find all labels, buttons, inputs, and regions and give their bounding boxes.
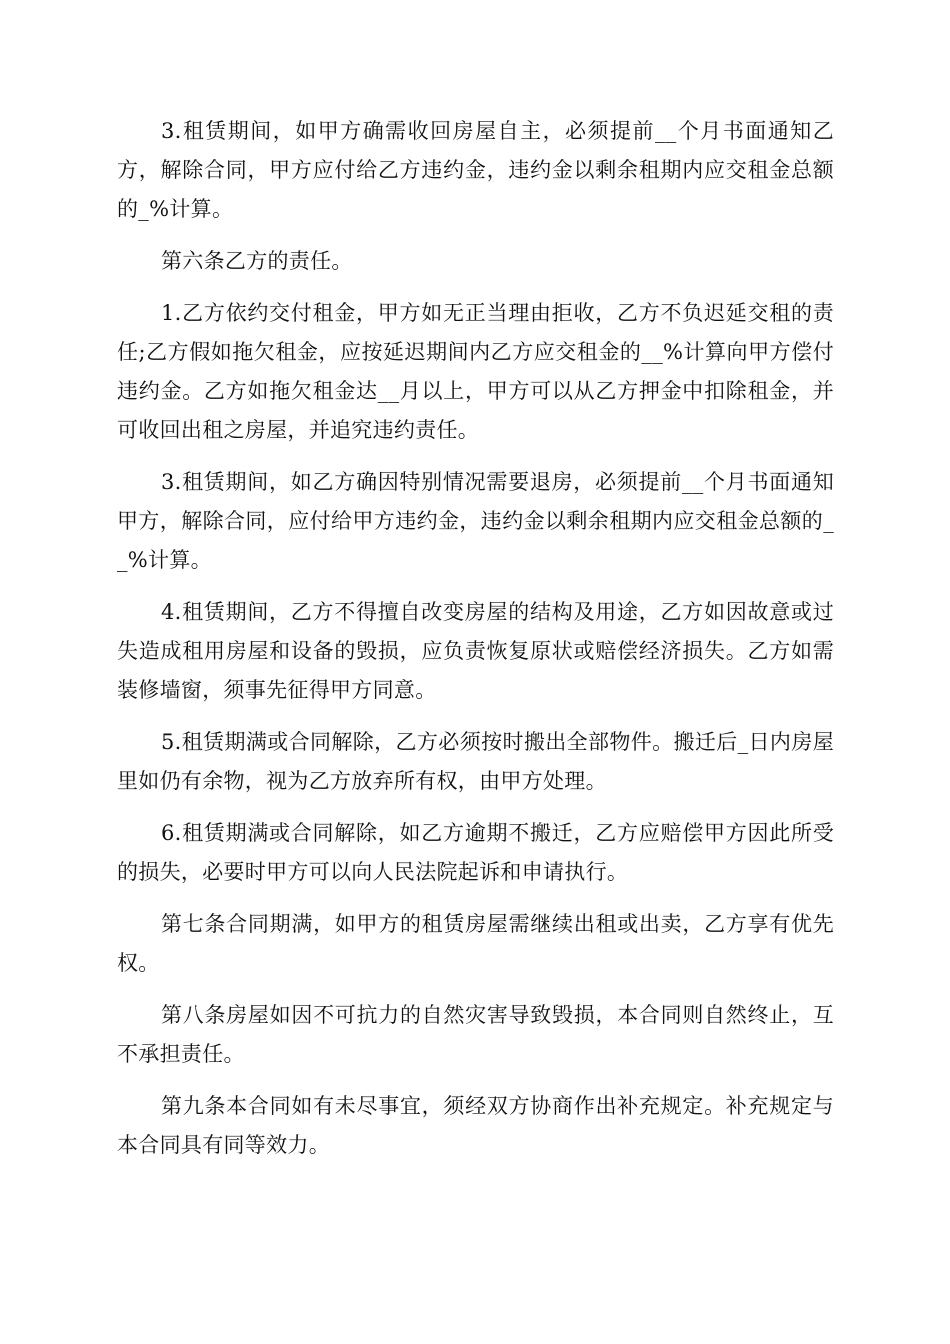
clause-6-3-paragraph: 3.租赁期间，如乙方确因特别情况需要退房，必须提前__个月书面通知甲方，解除合同，应付给甲方违约金，违约金以剩余租期内应交租金总额的__%计算。 xyxy=(117,470,834,572)
clause-5-3-paragraph: 3.租赁期间，如甲方确需收回房屋自主，必须提前__个月书面通知乙方，解除合同，甲方应付给乙方违约金，违约金以剩余租期内应交租金总额的_%计算。 xyxy=(117,119,834,221)
article-9-paragraph: 第九条本合同如有未尽事宜，须经双方协商作出补充规定。补充规定与本合同具有同等效力。 xyxy=(117,1094,834,1157)
article-6-heading: 第六条乙方的责任。 xyxy=(161,249,353,273)
clause-6-6-paragraph: 6.租赁期满或合同解除，如乙方逾期不搬迁，乙方应赔偿甲方因此所受的损失，必要时甲方可以向人民法院起诉和申请执行。 xyxy=(117,821,834,884)
clause-6-1-paragraph: 1.乙方依约交付租金，甲方如无正当理由拒收，乙方不负迟延交租的责任;乙方假如拖欠租金，应按延迟期间内乙方应交租金的__%计算向甲方偿付违约金。乙方如拖欠租金达__月以上，甲方可以从乙方押金中扣除租金，并可收回出租之房屋，并追究违约责任。 xyxy=(117,301,834,442)
article-7-paragraph: 第七条合同期满，如甲方的租赁房屋需继续出租或出卖，乙方享有优先权。 xyxy=(117,912,834,975)
clause-6-5-paragraph: 5.租赁期满或合同解除，乙方必须按时搬出全部物件。搬迁后_日内房屋里如仍有余物，视为乙方放弃所有权，由甲方处理。 xyxy=(117,730,834,793)
clause-6-4-paragraph: 4.租赁期间，乙方不得擅自改变房屋的结构及用途，乙方如因故意或过失造成租用房屋和设备的毁损，应负责恢复原状或赔偿经济损失。乙方如需装修墙窗，须事先征得甲方同意。 xyxy=(117,600,834,702)
article-8-paragraph: 第八条房屋如因不可抗力的自然灾害导致毁损，本合同则自然终止，互不承担责任。 xyxy=(117,1003,834,1066)
